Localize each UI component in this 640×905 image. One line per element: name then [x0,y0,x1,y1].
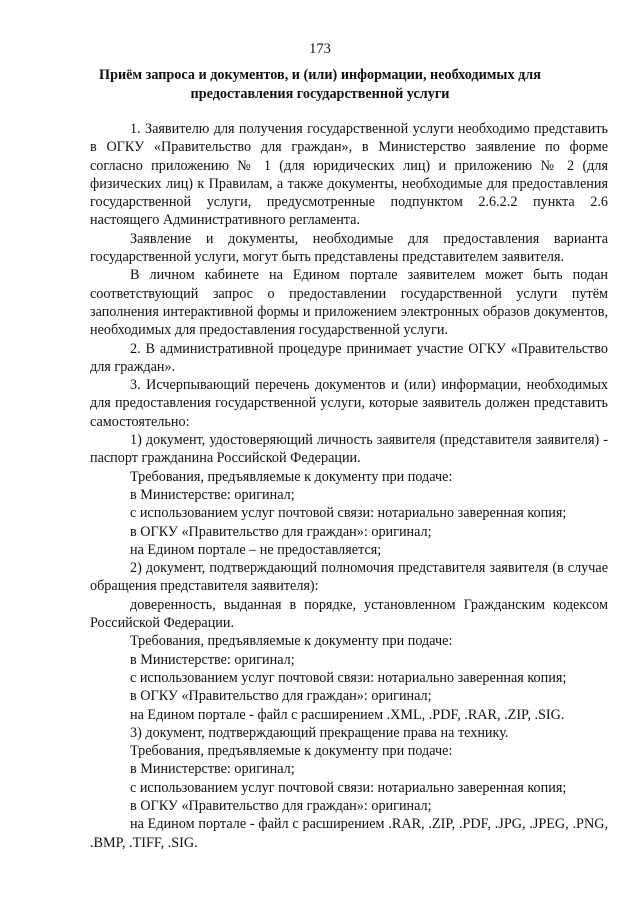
document-body [90,120,608,852]
paragraph-item-1: 1. Заявителю для получения государственной услуги необходимо представить в ОГКУ «Правительство для граждан», в Министерство заявление по форме согласно приложению № 1 (для юридических лиц) и приложению № 2 (для физических лиц) к Правилам, а также документы, необходимые для предоставления государственной услуги, предусмотренные подпунктом 2.6.2.2 пункта 2.6 настоящего Административного регламента. [90,121,608,229]
paragraph-requirements: Требования, предъявляемые к документу при подаче: [130,743,453,760]
section-title: Приём запроса и документов, и (или) информации, необходимых для предоставления государственной услуги [99,67,541,102]
paragraph-doc-1: 1) документ, удостоверяющий личность заявителя (представителя заявителя) - паспорт гражданина Российской Федерации. [90,432,608,467]
paragraph-ogku: в ОГКУ «Правительство для граждан»: оригинал; [130,688,432,705]
paragraph-postal: с использованием услуг почтовой связи: нотариально заверенная копия; [130,779,567,796]
paragraph-doc-3: 3) документ, подтверждающий прекращение права на технику. [130,724,509,741]
paragraph-postal: с использованием услуг почтовой связи: нотариально заверенная копия; [130,669,567,686]
paragraph-ministry: в Министерстве: оригинал; [130,761,295,778]
page-number: 173 [309,41,331,57]
paragraph-portal: на Едином портале – не предоставляется; [130,541,382,558]
paragraph-item-3: 3. Исчерпывающий перечень документов и (или) информации, необходимых для предоставления государственной услуги, которые заявитель должен представить самостоятельно: [90,377,608,430]
paragraph-representative: Заявление и документы, необходимые для предоставления варианта государственной услуги, могут быть представлены представителем заявителя. [90,230,608,266]
paragraph-power-of-attorney: доверенность, выданная в порядке, установленном Гражданским кодексом Российской Федерации. [90,596,608,632]
paragraph-requirements: Требования, предъявляемые к документу при подаче: [130,633,453,650]
paragraph-requirements: Требования, предъявляемые к документу при подаче: [130,468,453,485]
paragraph-ministry: в Министерстве: оригинал; [130,486,295,503]
paragraph-personal-account: В личном кабинете на Едином портале заявителем может быть подан соответствующий запрос о предоставлении государственной услуги путём заполнения интерактивной формы и приложением электронных образов документов, необходимых для предоставления государственной услуги. [90,267,608,339]
paragraph-item-2: 2. В административной процедуре принимает участие ОГКУ «Правительство для граждан». [90,340,608,375]
paragraph-portal: на Едином портале - файл с расширением .RAR, .ZIP, .PDF, .JPG, .JPEG, .PNG, .BMP, .TIFF, .SIG. [90,816,608,851]
paragraph-ogku: в ОГКУ «Правительство для граждан»: оригинал; [130,523,432,540]
paragraph-doc-2: 2) документ, подтверждающий полномочия представителя заявителя (в случае обращения представителя заявителя): [90,560,608,595]
paragraph-ogku: в ОГКУ «Правительство для граждан»: оригинал; [130,797,432,814]
paragraph-portal: на Едином портале - файл с расширением .XML, .PDF, .RAR, .ZIP, .SIG. [130,706,565,723]
paragraph-postal: с использованием услуг почтовой связи: нотариально заверенная копия; [130,505,567,522]
paragraph-ministry: в Министерстве: оригинал; [130,651,295,668]
